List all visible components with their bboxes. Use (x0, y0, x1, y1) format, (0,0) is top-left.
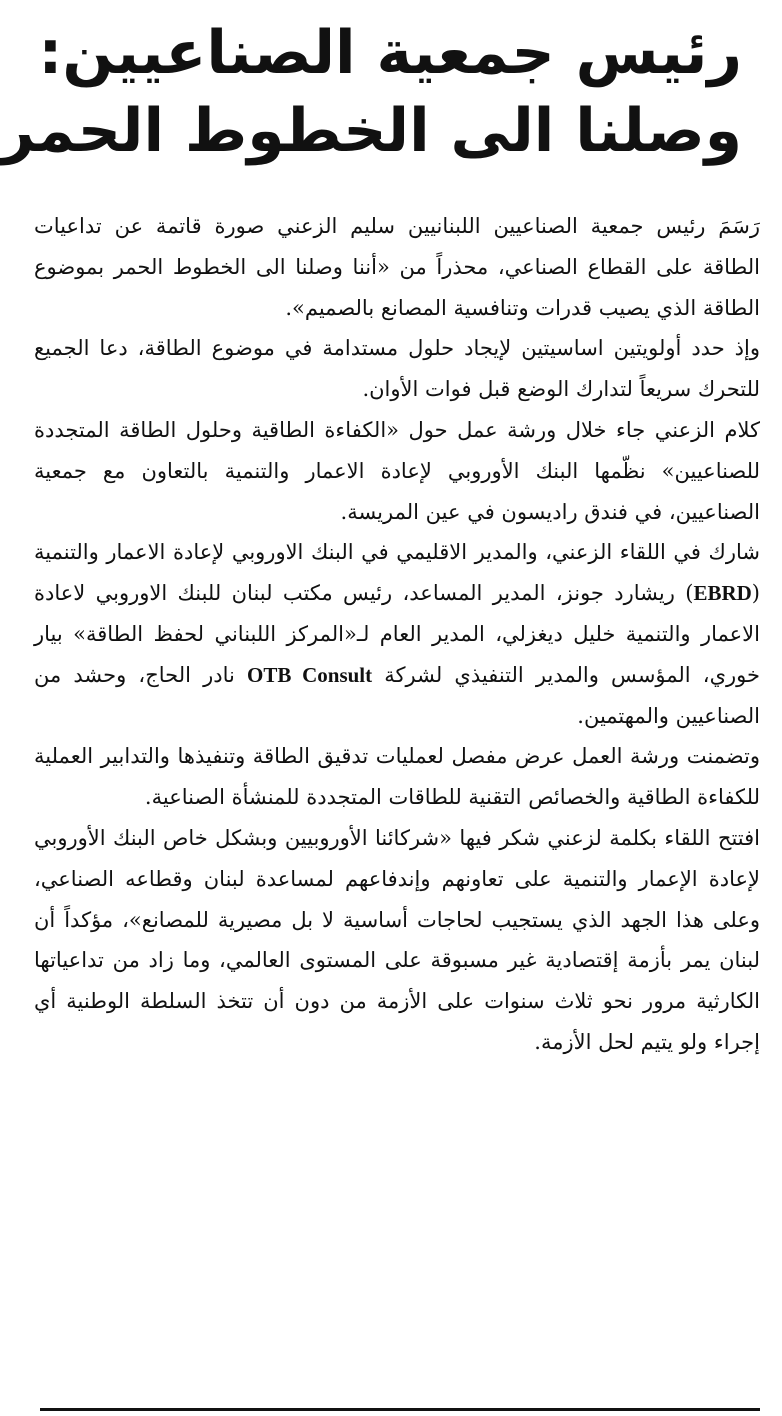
article-body (34, 206, 760, 1063)
ebrd-acronym: EBRD (693, 581, 752, 606)
headline (0, 0, 782, 170)
headline-line-2: وصلنا الى الخطوط الحمر (0, 96, 742, 166)
paragraph-opening: افتتح اللقاء بكلمة لزعني شكر فيها «شركائنا الأوروبيين وبشكل خاص البنك الأوروبي لإعادة الإعمار والتنمية على تعاونهم وإندفاعهم لمساعدة لبنان وقطاعه الصناعي، وعلى هذا الجهد الذي يستجيب لحاجات أساسية لا بل مصيرية للمصانع»، مؤكداً أن لبنان يمر بأزمة إقتصادية غير مسبوقة على المستوى العالمي، وما زاد من تداعياتها الكارثية مرور نحو ثلاث سنوات على الأزمة من دون أن تتخذ السلطة الوطنية أي إجراء ولو يتيم لحل الأزمة. (34, 825, 760, 1054)
participants-text-1: شارك في اللقاء الزعني، والمدير الاقليمي في البنك الاوروبي لإعادة الاعمار والتنمية ( (34, 540, 760, 606)
company-name: OTB Consult (247, 662, 373, 687)
participants-text-2: ) ريشارد جونز، المدير المساعد، رئيس مكتب لبنان للبنك الاوروبي لاعادة الاعمار والتنمية خليل ديغزلي، المدير العام لـ«المركز اللبناني لحفظ الطاقة» بيار خوري، المؤسس والمدير التنفيذي لشركة (34, 581, 760, 687)
headline-line-1: رئيس جمعية الصناعيين: (38, 18, 742, 88)
paragraph-intro: رَسَمَ رئيس جمعية الصناعيين اللبنانيين سليم الزعني صورة قاتمة عن تداعيات الطاقة على القطاع الصناعي، محذراً من «أننا وصلنا الى الخطوط الحمر بموضوع الطاقة الذي يصيب قدرات وتنافسية المصانع بالصميم». (34, 214, 760, 320)
paragraph-priorities: وإذ حدد أولويتين اساسيتين لإيجاد حلول مستدامة في موضوع الطاقة، دعا الجميع للتحرك سريعاً لتدارك الوضع قبل فوات الأوان. (34, 336, 760, 402)
paragraph-workshop: كلام الزعني جاء خلال ورشة عمل حول «الكفاءة الطاقية وحلول الطاقة المتجددة للصناعيين» نظّمها البنك الأوروبي لإعادة الاعمار والتنمية بالتعاون مع جمعية الصناعيين، في فندق راديسون في عين المريسة. (34, 417, 760, 524)
paragraph-content: وتضمنت ورشة العمل عرض مفصل لعمليات تدقيق الطاقة وتنفيذها والتدابير العملية للكفاءة الطاقية والخصائص التقنية للطاقات المتجددة للمنشأة الصناعية. (34, 744, 760, 810)
paragraph-participants (34, 532, 760, 736)
participants-text-3: نادر الحاج، وحشد من الصناعيين والمهتمين. (34, 662, 760, 728)
bottom-divider (40, 1408, 760, 1411)
